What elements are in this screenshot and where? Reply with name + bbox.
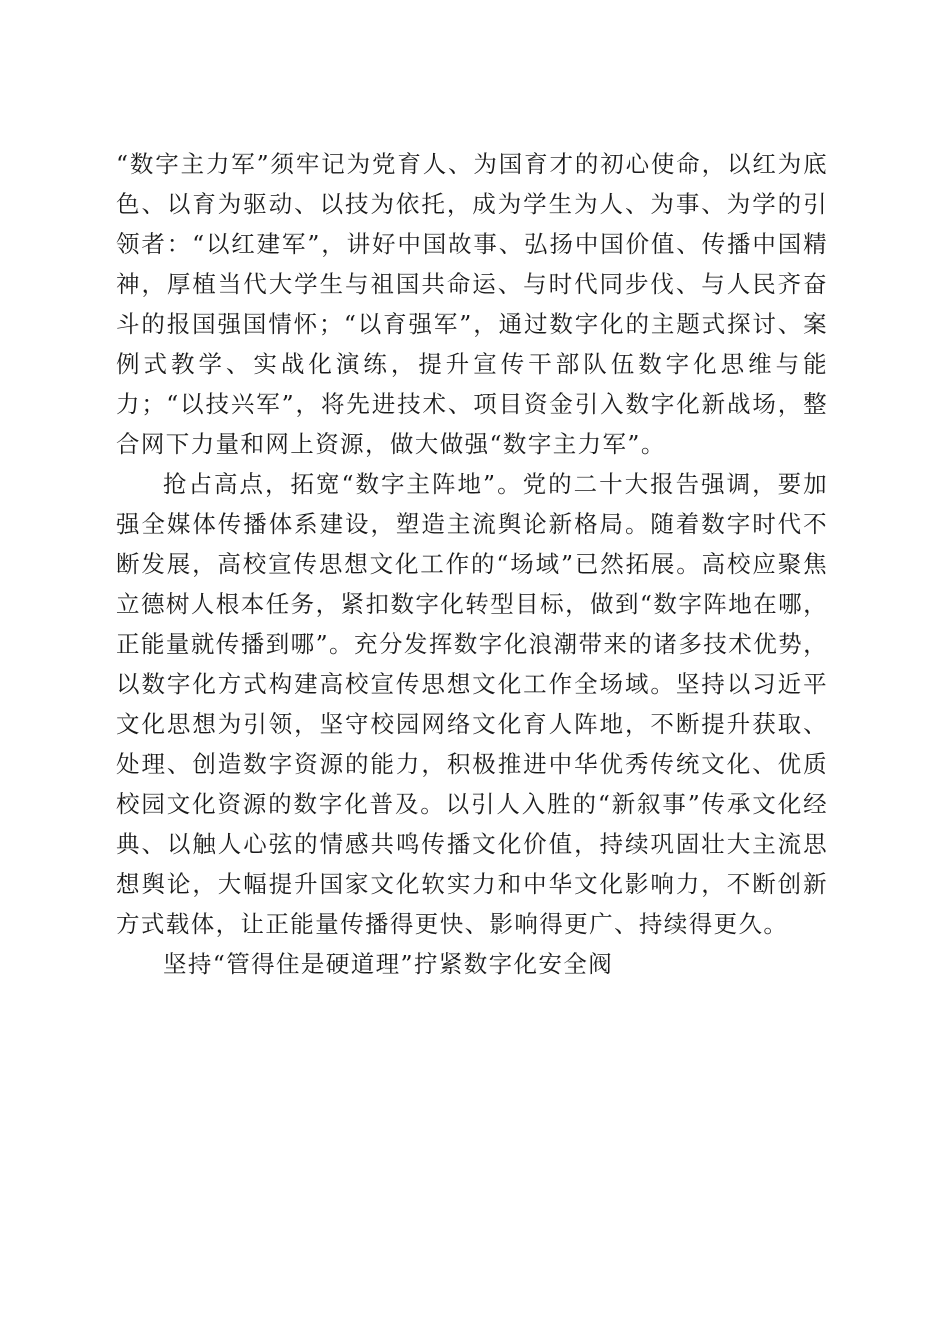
paragraph-digital-main-position: 抢占高点，拓宽“数字主阵地”。党的二十大报告强调，要加强全媒体传播体系建设，塑造主流舆论新格局。随着数字时代不断发展，高校宣传思想文化工作的“场域”已然拓展。高校应聚焦立德树人根本任务，紧扣数字化转型目标，做到“数字阵地在哪，正能量就传播到哪”。充分发挥数字化浪潮带来的诸多技术优势，以数字化方式构建高校宣传思想文化工作全场域。坚持以习近平文化思想为引领，坚守校园网络文化育人阵地，不断提升获取、处理、创造数字资源的能力，积极推进中华优秀传统文化、优质校园文化资源的数字化普及。以引人入胜的“新叙事”传承文化经典、以触人心弦的情感共鸣传播文化价值，持续巩固壮大主流思想舆论，大幅提升国家文化软实力和中华文化影响力，不断创新方式载体，让正能量传播得更快、影响得更广、持续得更久。 [116, 470, 828, 938]
document-body [116, 144, 828, 984]
paragraph-digital-main-force: “数字主力军”须牢记为党育人、为国育才的初心使命，以红为底色、以育为驱动、以技为依托，成为学生为人、为事、为学的引领者：“以红建军”，讲好中国故事、弘扬中国价值、传播中国精神，厚植当代大学生与祖国共命运、与时代同步伐、与人民齐奋斗的报国强国情怀；“以育强军”，通过数字化的主题式探讨、案例式教学、实战化演练，提升宣传干部队伍数字化思维与能力；“以技兴军”，将先进技术、项目资金引入数字化新战场，整合网下力量和网上资源，做大做强“数字主力军”。 [116, 150, 828, 458]
paragraph-security-valve-heading: 坚持“管得住是硬道理”拧紧数字化安全阀 [163, 950, 614, 978]
